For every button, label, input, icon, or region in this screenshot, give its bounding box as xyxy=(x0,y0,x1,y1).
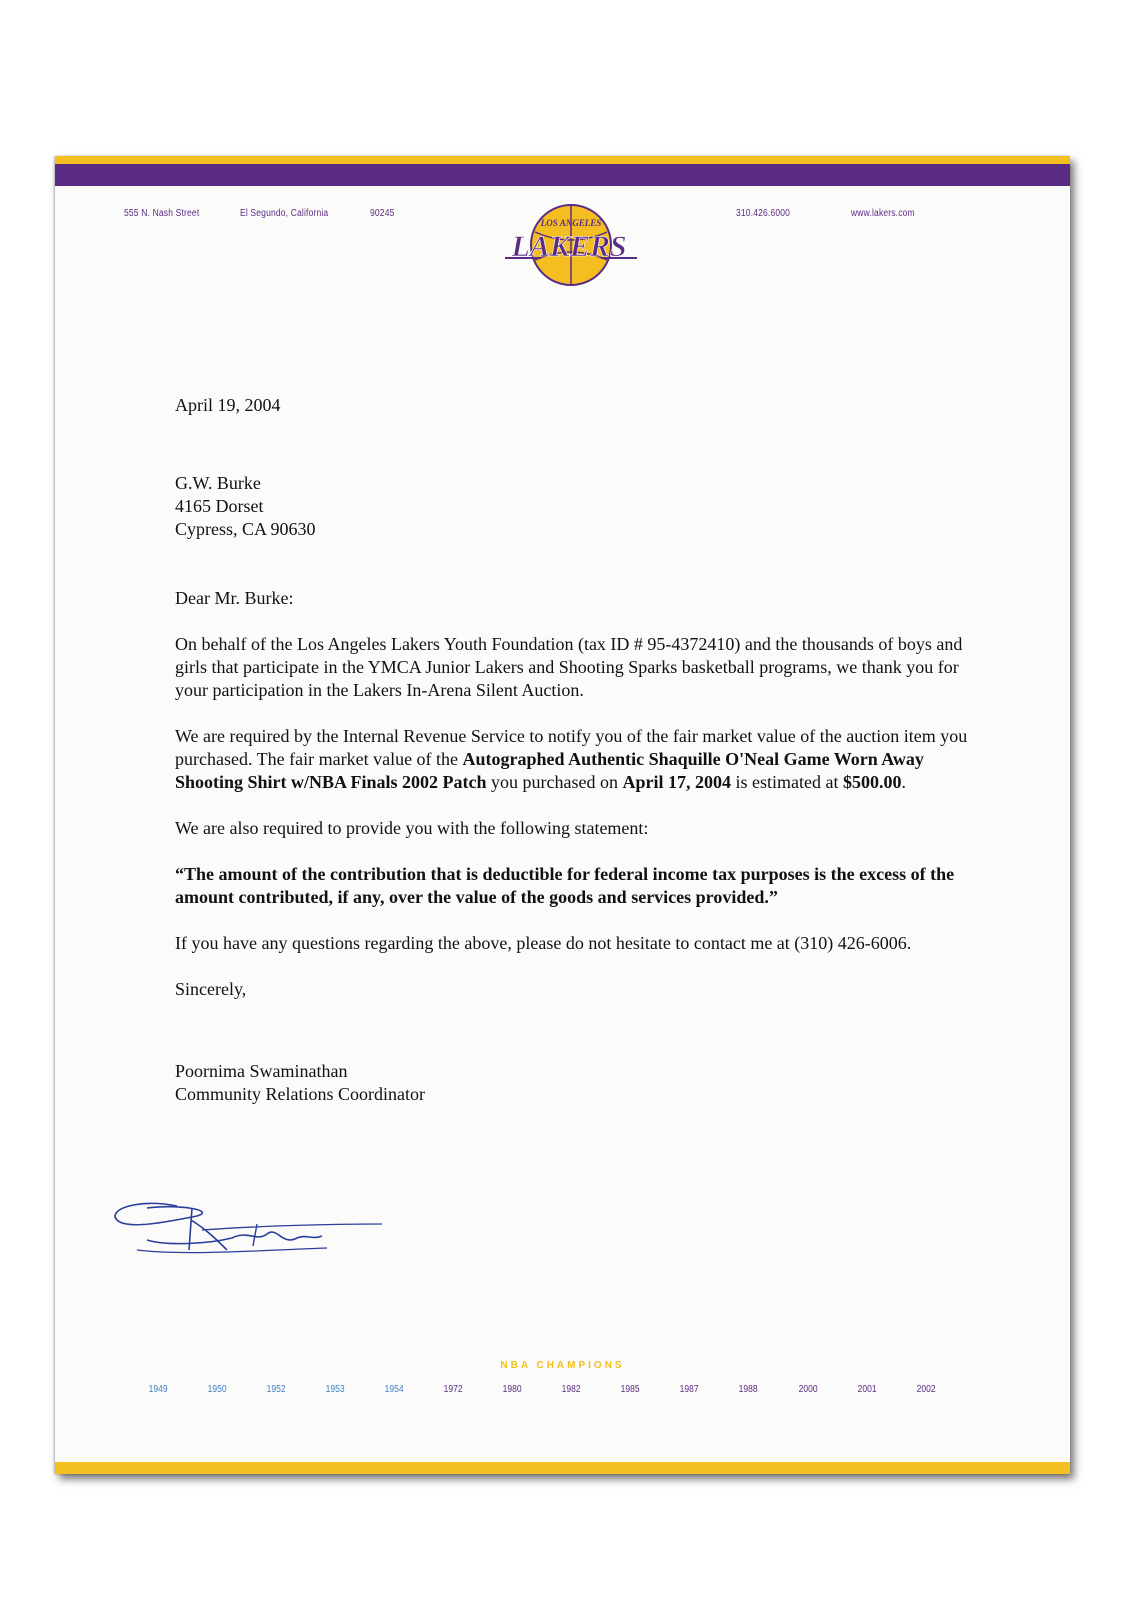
recipient-street: 4165 Dorset xyxy=(175,496,264,516)
paragraph-statement-intro: We are also required to provide you with the following statement: xyxy=(175,818,649,838)
top-gold-band xyxy=(55,156,1070,164)
championship-year: 1954 xyxy=(384,1384,404,1395)
fair-market-amount: $500.00 xyxy=(843,772,902,792)
championship-year: 1950 xyxy=(207,1384,227,1395)
paragraph-fair-market-value xyxy=(175,725,975,794)
nba-champions-label: NBA CHAMPIONS xyxy=(500,1360,625,1371)
championship-year: 2000 xyxy=(798,1384,818,1395)
championship-year: 1987 xyxy=(680,1384,700,1395)
letterhead-phone: 310.426.6000 xyxy=(736,208,791,219)
fmv-mid2: is estimated at xyxy=(731,772,844,792)
championship-year: 2001 xyxy=(857,1384,877,1395)
championship-year: 1953 xyxy=(325,1384,345,1395)
paragraph-thanks: On behalf of the Los Angeles Lakers Youth Foundation (tax ID # 95-4372410) and the thousands of boys and girls that participate in the YMCA Junior Lakers and Shooting Sparks basketball programs, we thank you for your participation in the Lakers In-Arena Silent Auction. xyxy=(175,634,963,700)
letterhead-website: www.lakers.com xyxy=(851,208,915,219)
letter-body xyxy=(175,394,975,1106)
championship-year: 1985 xyxy=(621,1384,640,1395)
fmv-end: . xyxy=(901,772,907,792)
paragraph-contact: If you have any questions regarding the above, please do not hesitate to contact me at (310) 426-6006. xyxy=(175,933,912,953)
championship-year: 1982 xyxy=(561,1384,581,1395)
recipient-name: G.W. Burke xyxy=(175,473,261,493)
lakers-logo xyxy=(501,196,641,294)
fmv-mid: you purchased on xyxy=(486,772,623,792)
championship-year: 2002 xyxy=(916,1384,936,1395)
championship-years xyxy=(147,1384,937,1395)
letter-date: April 19, 2004 xyxy=(175,395,281,415)
auction-item: Autographed Authentic Shaquille O'Neal Game Worn Away Shooting Shirt w/NBA Finals 2002 Patch xyxy=(175,749,924,792)
championship-year: 1980 xyxy=(502,1384,522,1395)
recipient-address xyxy=(175,472,975,541)
purchase-date: April 17, 2004 xyxy=(622,772,732,792)
letterhead-street: 555 N. Nash Street xyxy=(124,208,200,219)
handwritten-signature xyxy=(107,1190,387,1260)
irs-statement: “The amount of the contribution that is deductible for federal income tax purposes is the excess of the amount contributed, if any, over the value of the goods and services provided.” xyxy=(175,864,955,907)
signer-title: Community Relations Coordinator xyxy=(175,1084,425,1104)
letter-sheet xyxy=(55,156,1070,1474)
recipient-city: Cypress, CA 90630 xyxy=(175,519,316,539)
championship-year: 1949 xyxy=(148,1384,168,1395)
logo-text-main: LAKERS xyxy=(511,230,627,263)
closing: Sincerely, xyxy=(175,979,247,999)
championship-year: 1972 xyxy=(443,1384,463,1395)
top-purple-band xyxy=(55,164,1070,186)
letterhead-zip: 90245 xyxy=(370,208,395,219)
fmv-intro: We are required by the Internal Revenue Service to notify you of the fair market value of the auction item you purchased. The fair market value of the xyxy=(175,726,968,769)
championship-year: 1988 xyxy=(739,1384,759,1395)
salutation: Dear Mr. Burke: xyxy=(175,588,294,608)
letterhead-city: El Segundo, California xyxy=(240,208,329,219)
signer-name: Poornima Swaminathan xyxy=(175,1061,348,1081)
bottom-gold-band xyxy=(55,1462,1070,1474)
championship-year: 1952 xyxy=(266,1384,286,1395)
logo-text-top: LOS ANGELES xyxy=(540,218,602,228)
